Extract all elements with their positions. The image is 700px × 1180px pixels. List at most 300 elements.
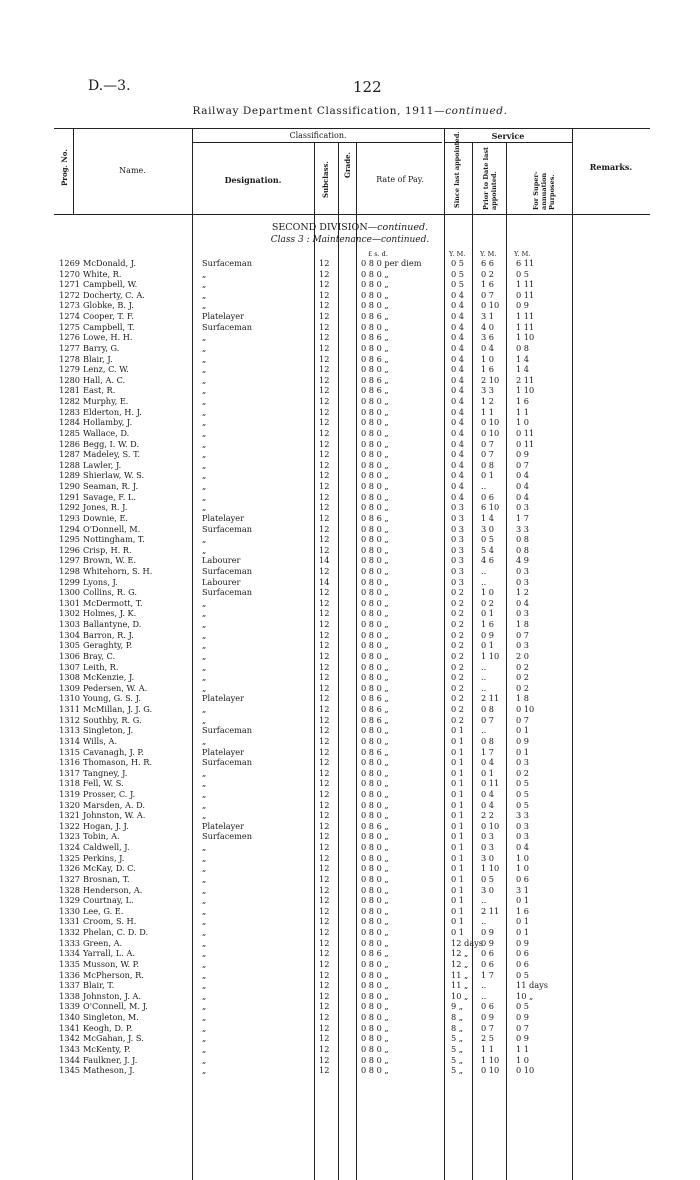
cell-designation: „ [202,714,207,725]
cell-name: Perkins, J. [83,852,125,863]
table-row [54,810,650,821]
cell-name: Downie, E. [83,512,129,523]
cell-since-last: 0 4 [451,353,465,364]
cell-since-last: 0 4 [451,385,465,396]
table-row [54,1023,650,1034]
cell-rate-of-pay: 0 8 0 „ [361,640,389,651]
cell-since-last: 0 4 [451,449,465,460]
cell-prior-service: 1 6 [481,364,495,375]
cell-since-last: 0 1 [451,905,465,916]
cell-name: Croom, S. H. [83,916,137,927]
cell-subclass: 12 [319,714,330,725]
cell-name: Matheson, J. [83,1065,135,1076]
cell-since-last: 0 2 [451,650,465,661]
cell-since-last: 5 „ [451,1065,464,1076]
cell-rate-of-pay: 0 8 0 „ [361,1043,389,1054]
cell-rate-of-pay: 0 8 0 „ [361,481,389,492]
cell-prog-no: 1311 [59,704,80,715]
cell-since-last: 0 1 [451,842,465,853]
cell-since-last: 0 3 [451,565,465,576]
cell-name: McKenzie, J. [83,672,135,683]
cell-prog-no: 1270 [59,268,80,279]
cell-prog-no: 1322 [59,820,80,831]
cell-name: Musson, W. P. [83,958,140,969]
cell-prior-service: 1 7 [481,969,495,980]
cell-subclass: 12 [319,491,330,502]
cell-designation: „ [202,459,207,470]
cell-designation: „ [202,438,207,449]
cell-rate-of-pay: 0 8 0 „ [361,417,389,428]
cell-prog-no: 1332 [59,927,80,938]
cell-designation: „ [202,810,207,821]
cell-superannuation: 10 „ [516,990,534,1001]
table-row [54,343,650,354]
cell-rate-of-pay: 0 8 0 „ [361,842,389,853]
cell-superannuation: 0 4 [516,491,530,502]
table-row [54,396,650,407]
cell-rate-of-pay: 0 8 0 „ [361,672,389,683]
cell-rate-of-pay: 0 8 0 „ [361,852,389,863]
table-row [54,948,650,959]
cell-prior-service: 0 10 [481,300,500,311]
cell-since-last: 0 4 [451,289,465,300]
cell-prog-no: 1345 [59,1065,80,1076]
cell-designation: „ [202,661,207,672]
cell-since-last: 0 1 [451,725,465,736]
cell-since-last: 0 3 [451,576,465,587]
cell-name: Jones, R. J. [83,502,128,513]
table-top-rule [54,128,650,129]
table-row [54,778,650,789]
cell-prog-no: 1320 [59,799,80,810]
cell-designation: „ [202,1001,207,1012]
cell-since-last: 0 1 [451,810,465,821]
cell-designation: „ [202,873,207,884]
cell-since-last: 12 „ [451,948,469,959]
cell-superannuation: 1 11 [516,311,535,322]
cell-superannuation: 1 1 [516,1043,530,1054]
table-row [54,831,650,842]
cell-subclass: 12 [319,927,330,938]
cell-rate-of-pay: 0 8 0 „ [361,682,389,693]
cell-superannuation: 0 1 [516,725,530,736]
cell-name: Young, G. S. J. [83,693,141,704]
cell-prior-service: 0 5 [481,534,495,545]
cell-prior-service: 5 4 [481,544,495,555]
cell-prior-service: 4 0 [481,321,495,332]
cell-subclass: 12 [319,311,330,322]
cell-prior-service: 0 1 [481,767,495,778]
cell-designation: „ [202,980,207,991]
cell-name: Singleton, J. [83,725,134,736]
cell-name: Begg, I. W. D. [83,438,140,449]
cell-subclass: 12 [319,863,330,874]
cell-prior-service: 0 1 [481,608,495,619]
cell-name: Prosser, C. J. [83,789,136,799]
table-row [54,407,650,418]
cell-subclass: 12 [319,980,330,991]
table-row [54,747,650,758]
cell-superannuation: 1 8 [516,693,530,704]
cell-designation: „ [202,629,207,640]
cell-prior-service: .. [481,980,487,991]
cell-superannuation: 0 9 [516,1033,530,1044]
cell-prog-no: 1282 [59,396,80,407]
cell-rate-of-pay: 0 8 0 „ [361,1022,389,1033]
cell-superannuation: 0 3 [516,565,530,576]
cell-subclass: 12 [319,1054,330,1065]
cell-subclass: 12 [319,757,330,768]
cell-rate-of-pay: 0 8 6 „ [361,353,389,364]
cell-rate-of-pay: 0 8 0 „ [361,608,389,619]
cell-since-last: 0 3 [451,544,465,555]
cell-rate-of-pay: 0 8 0 „ [361,491,389,502]
table-row [54,470,650,481]
cell-since-last: 0 1 [451,895,465,906]
cell-superannuation: 0 2 [516,672,530,683]
cell-prog-no: 1335 [59,958,80,969]
cell-prog-no: 1343 [59,1043,80,1054]
table-row [54,417,650,428]
cell-since-last: 0 4 [451,406,465,417]
col-remarks: Remarks. [589,162,633,172]
cell-rate-of-pay: 0 8 0 „ [361,863,389,874]
cell-prior-service: 1 1 [481,1043,495,1054]
cell-superannuation: 1 10 [516,332,535,343]
cell-prior-service: .. [481,990,487,1001]
cell-rate-of-pay: 0 8 0 „ [361,534,389,545]
cell-rate-of-pay: 0 8 6 „ [361,332,389,343]
cell-prog-no: 1274 [59,311,80,322]
cell-prog-no: 1283 [59,406,80,417]
cell-superannuation: 1 0 [516,863,530,874]
cell-designation: „ [202,778,207,789]
cell-subclass: 12 [319,842,330,853]
cell-designation: „ [202,374,207,385]
cell-subclass: 12 [319,1012,330,1023]
table-row [54,991,650,1002]
cell-designation: Surfaceman [202,757,253,768]
table-row [54,279,650,290]
cell-since-last: 0 2 [451,608,465,619]
cell-prior-service: 1 0 [481,353,495,364]
cell-subclass: 12 [319,916,330,927]
cell-rate-of-pay: 0 8 6 „ [361,693,389,704]
cell-superannuation: 1 6 [516,396,530,407]
cell-superannuation: 0 3 [516,757,530,768]
cell-prog-no: 1321 [59,810,80,821]
cell-superannuation: 0 3 [516,608,530,619]
table-row [54,1055,650,1066]
cell-name: White, R. [83,268,122,279]
cell-designation: „ [202,735,207,746]
cell-superannuation: 1 0 [516,852,530,863]
cell-rate-of-pay: 0 8 0 „ [361,438,389,449]
cell-prog-no: 1269 [59,258,80,268]
cell-designation: Platelayer [202,820,245,831]
cell-superannuation: 0 5 [516,1001,530,1012]
cell-superannuation: 1 0 [516,417,530,428]
cell-prog-no: 1344 [59,1054,80,1065]
cell-superannuation: 0 8 [516,342,530,353]
table-row [54,460,650,471]
cell-since-last: 0 2 [451,693,465,704]
cell-since-last: 12 days [451,937,483,948]
table-row [54,364,650,375]
cell-designation: „ [202,704,207,715]
cell-subclass: 12 [319,608,330,619]
cell-rate-of-pay: 0 8 0 „ [361,937,389,948]
cell-subclass: 12 [319,417,330,428]
table-row [54,757,650,768]
cell-subclass: 12 [319,1001,330,1012]
cell-prog-no: 1338 [59,990,80,1001]
cell-prog-no: 1337 [59,980,80,991]
cell-rate-of-pay: 0 8 0 „ [361,884,389,895]
cell-name: Singleton, M. [83,1012,139,1023]
cell-rate-of-pay: 0 8 0 „ [361,873,389,884]
table-row [54,449,650,460]
cell-name: McDermott, T. [83,597,143,608]
cell-superannuation: 3 1 [516,884,530,895]
cell-rate-of-pay: 0 8 0 „ [361,597,389,608]
cell-since-last: 0 2 [451,672,465,683]
cell-since-last: 9 „ [451,1001,464,1012]
cell-subclass: 14 [319,576,330,587]
cell-designation: Labourer [202,555,241,566]
table-row [54,534,650,545]
cell-name: Cooper, T. F. [83,311,134,322]
cell-prior-service: 6 6 [481,258,495,268]
table-row [54,1044,650,1055]
cell-designation: „ [202,353,207,364]
cell-name: East, R. [83,385,116,396]
table-row [54,736,650,747]
cell-prog-no: 1276 [59,332,80,343]
cell-name: Keogh, D. P. [83,1022,133,1033]
cell-prior-service: 0 9 [481,629,495,640]
cell-designation: „ [202,396,207,407]
cell-superannuation: 1 4 [516,364,530,375]
cell-rate-of-pay: 0 8 0 „ [361,406,389,417]
cell-since-last: 0 1 [451,799,465,810]
cell-subclass: 12 [319,512,330,523]
cell-name: Globke, B. J. [83,300,134,311]
cell-prior-service: 0 4 [481,757,495,768]
cell-prior-service: 0 3 [481,831,495,842]
cell-name: Seaman, R. J. [83,481,139,492]
cell-subclass: 12 [319,746,330,757]
cell-since-last: 0 4 [451,374,465,385]
cell-name: Caldwell, J. [83,842,130,853]
cell-superannuation: 1 11 [516,321,535,332]
cell-since-last: 5 „ [451,1054,464,1065]
cell-rate-of-pay: 0 8 0 „ [361,364,389,375]
cell-subclass: 12 [319,342,330,353]
cell-prior-service: 0 7 [481,449,495,460]
cell-name: Wallace, D. [83,427,130,438]
cell-subclass: 12 [319,820,330,831]
cell-prog-no: 1271 [59,279,80,290]
cell-designation: „ [202,268,207,279]
cell-name: Lee, G. E. [83,905,124,916]
cell-subclass: 12 [319,619,330,630]
cell-subclass: 12 [319,905,330,916]
cell-prog-no: 1303 [59,619,80,630]
cell-prog-no: 1339 [59,1001,80,1012]
cell-prog-no: 1277 [59,342,80,353]
cell-prog-no: 1323 [59,831,80,842]
table-row [54,704,650,715]
cell-superannuation: 0 9 [516,937,530,948]
cell-designation: „ [202,1043,207,1054]
cell-prog-no: 1336 [59,969,80,980]
cell-prog-no: 1313 [59,725,80,736]
cell-designation: „ [202,1022,207,1033]
cell-rate-of-pay: 0 8 6 „ [361,714,389,725]
cell-since-last: 0 4 [451,396,465,407]
cell-designation: „ [202,300,207,311]
cell-prior-service: .. [481,895,487,906]
cell-prog-no: 1302 [59,608,80,619]
cell-superannuation: 1 6 [516,905,530,916]
cell-subclass: 12 [319,332,330,343]
col-service: Service [491,131,525,141]
cell-prior-service: 1 7 [481,746,495,757]
cell-prog-no: 1301 [59,597,80,608]
cell-since-last: 0 1 [451,757,465,768]
cell-since-last: 0 2 [451,597,465,608]
service-rule [444,142,572,143]
cell-rate-of-pay: 0 8 0 „ [361,789,389,799]
cell-designation: Platelayer [202,311,245,322]
cell-rate-of-pay: 0 8 0 „ [361,980,389,991]
cell-subclass: 12 [319,895,330,906]
cell-rate-of-pay: 0 8 6 „ [361,704,389,715]
table-row [54,683,650,694]
cell-rate-of-pay: 0 8 6 „ [361,374,389,385]
cell-since-last: 0 5 [451,279,465,290]
cell-subclass: 12 [319,438,330,449]
cell-name: Hollamby, J. [83,417,133,428]
cell-prior-service: .. [481,725,487,736]
cell-subclass: 12 [319,597,330,608]
cell-since-last: 0 1 [451,884,465,895]
cell-since-last: 0 1 [451,863,465,874]
since-units: Y. M. [449,250,466,258]
table-row [54,662,650,673]
cell-name: McKenty, P. [83,1043,131,1054]
cell-prog-no: 1290 [59,481,80,492]
cell-since-last: 0 1 [451,767,465,778]
cell-designation: „ [202,958,207,969]
cell-prior-service: 3 6 [481,332,495,343]
col-classification: Classification. [289,131,347,140]
table-row [54,693,650,704]
cell-designation: „ [202,937,207,948]
cell-prog-no: 1287 [59,449,80,460]
col-prog-no: Prog. No. [60,149,69,186]
cell-superannuation: 0 3 [516,502,530,513]
cell-designation: „ [202,863,207,874]
cell-prior-service: 3 3 [481,385,495,396]
cell-since-last: 0 2 [451,714,465,725]
cell-since-last: 0 3 [451,534,465,545]
cell-since-last: 0 4 [451,332,465,343]
cell-prog-no: 1281 [59,385,80,396]
cell-superannuation: 0 9 [516,1012,530,1023]
cell-name: Savage, F. L. [83,491,136,502]
table-row [54,842,650,853]
table-row [54,385,650,396]
cell-prior-service: 0 6 [481,1001,495,1012]
cell-designation: „ [202,1065,207,1076]
cell-subclass: 12 [319,289,330,300]
cell-since-last: 0 1 [451,735,465,746]
cell-since-last: 0 4 [451,364,465,375]
cell-name: Marsden, A. D. [83,799,145,810]
cell-designation: „ [202,417,207,428]
cell-designation: „ [202,969,207,980]
cell-designation: Surfaceman [202,321,253,332]
cell-name: Leith, R. [83,661,119,672]
cell-prog-no: 1299 [59,576,80,587]
cell-subclass: 12 [319,693,330,704]
cell-rate-of-pay: 0 8 0 „ [361,459,389,470]
page-title-continued: continued. [445,105,508,117]
cell-subclass: 12 [319,470,330,481]
table-row [54,439,650,450]
cell-superannuation: 0 8 [516,534,530,545]
cell-subclass: 12 [319,873,330,884]
cell-designation: „ [202,502,207,513]
cell-designation: „ [202,682,207,693]
cell-prog-no: 1291 [59,491,80,502]
cell-superannuation: 0 5 [516,969,530,980]
cell-subclass: 12 [319,1022,330,1033]
cell-prog-no: 1273 [59,300,80,311]
cell-rate-of-pay: 0 8 0 „ [361,916,389,927]
cell-prog-no: 1294 [59,523,80,534]
cell-prog-no: 1331 [59,916,80,927]
document-reference: D.—3. [88,78,131,94]
cell-since-last: 0 2 [451,661,465,672]
cell-prior-service: 1 4 [481,512,495,523]
cell-designation: „ [202,789,207,799]
cell-subclass: 12 [319,948,330,959]
cell-subclass: 12 [319,884,330,895]
cell-superannuation: 0 11 [516,289,535,300]
cell-name: Madeley, S. T. [83,449,140,460]
cell-prog-no: 1284 [59,417,80,428]
table-row [54,545,650,556]
col-superannuation: For Super-annuation Purposes. [532,171,556,210]
cell-subclass: 12 [319,353,330,364]
cell-rate-of-pay: 0 8 0 „ [361,1065,389,1076]
cell-prog-no: 1310 [59,693,80,704]
cell-prior-service: 0 7 [481,1022,495,1033]
cell-subclass: 12 [319,704,330,715]
cell-prior-service: 0 2 [481,597,495,608]
cell-superannuation: 0 9 [516,449,530,460]
cell-prior-service: 1 2 [481,396,495,407]
cell-rate-of-pay: 0 8 0 „ [361,396,389,407]
cell-superannuation: 0 6 [516,948,530,959]
cell-subclass: 12 [319,279,330,290]
cell-designation: „ [202,672,207,683]
cell-prior-service: 1 10 [481,650,500,661]
cell-designation: Surfaceman [202,258,253,268]
